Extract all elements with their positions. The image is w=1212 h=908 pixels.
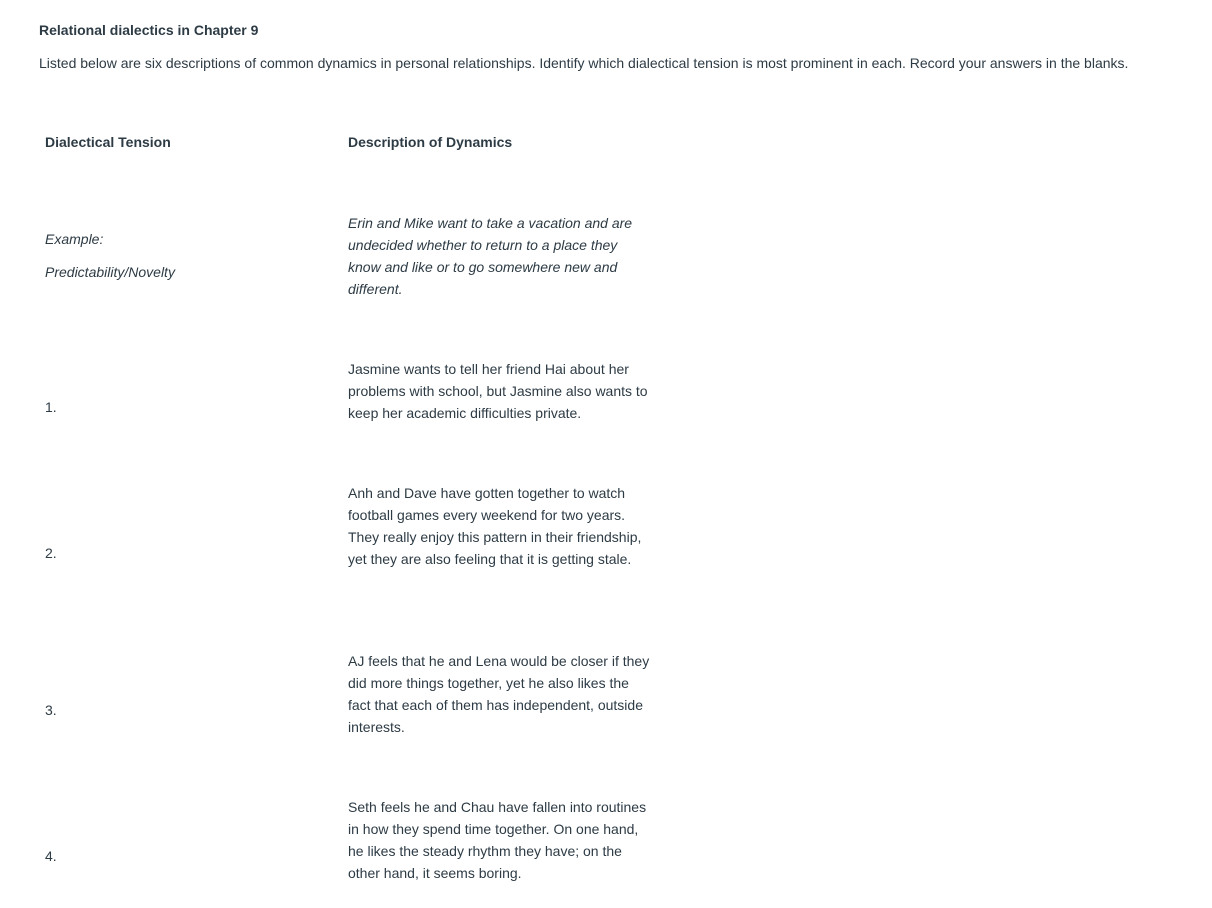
row-number: 3. bbox=[45, 702, 57, 718]
column-header-description: Description of Dynamics bbox=[348, 134, 513, 150]
row-number: 4. bbox=[45, 848, 57, 864]
instructions-text: Listed below are six descriptions of common dynamics in personal relationships. Identify which dialectical tension is most prominent in each. Record your answers in the blanks. bbox=[39, 55, 1129, 71]
example-label: Example: bbox=[45, 231, 104, 247]
example-tension: Predictability/Novelty bbox=[45, 264, 175, 280]
row-description: Anh and Dave have gotten together to watch football games every weekend for two years. They really enjoy this pattern in their friendship, yet they are also feeling that it is getting stale. bbox=[348, 485, 642, 567]
row-description: Seth feels he and Chau have fallen into routines in how they spend time together. On one hand, he likes the steady rhythm they have; on the other hand, it seems boring. bbox=[348, 799, 647, 881]
row-number: 2. bbox=[45, 545, 57, 561]
row-number: 1. bbox=[45, 399, 57, 415]
page-title: Relational dialectics in Chapter 9 bbox=[39, 22, 259, 38]
row-description: AJ feels that he and Lena would be closer if they did more things together, yet he also likes the fact that each of them has independent, outside interests. bbox=[348, 653, 650, 735]
column-header-tension: Dialectical Tension bbox=[45, 134, 171, 150]
row-description: Jasmine wants to tell her friend Hai about her problems with school, but Jasmine also wants to keep her academic difficulties private. bbox=[348, 361, 648, 421]
example-description: Erin and Mike want to take a vacation and are undecided whether to return to a place they know and like or to go somewhere new and different. bbox=[348, 215, 633, 297]
